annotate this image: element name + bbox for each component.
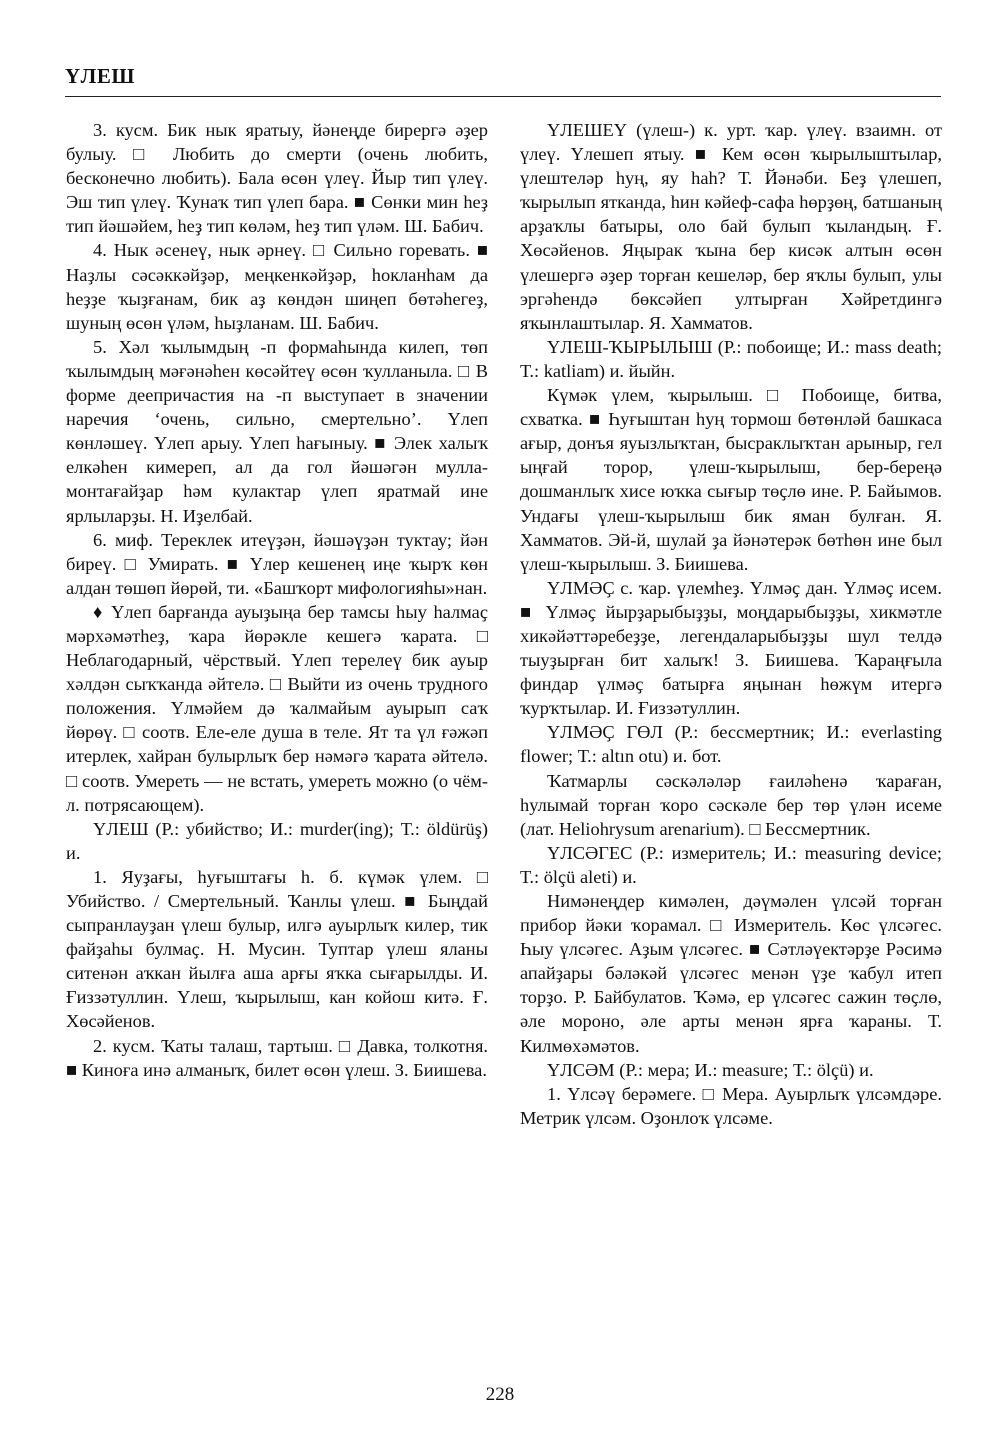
entry-headword-line: ҮЛМӘҪ ГӨЛ (Р.: бессмертник; И.: everlasting flower; Т.: altın otu) и. бот. — [520, 722, 942, 767]
entry-headword-line: ҮЛСӘМ (Р.: мера; И.: measure; Т.: ölçü) и. — [547, 1059, 874, 1080]
left-column — [66, 118, 488, 1082]
running-header — [65, 64, 941, 97]
entry-paragraph: ҮЛМӘҪ с. ҡар. үлемһеҙ. Үлмәҫ дан. Үлмәҫ исем. ■ Үлмәҫ йырҙарыбыҙҙы, моңдарыбыҙҙы, хикмәтле хикәйәттәребеҙҙе, легендаларыбыҙҙы шул телдә тыуҙырған бит халыҡ! З. Биишева. Ҡараңғыла финдар үлмәҫ батырға яңынан һөжүм итергә ҡурҡтылар. И. Ғиззәтуллин. — [520, 577, 942, 719]
entry-headword-line: ҮЛСӘГЕС (Р.: измеритель; И.: measuring device; Т.: ölçü aleti) и. — [520, 842, 942, 887]
entry-paragraph: Ҡатмарлы сәскәләләр ғаиләһенә ҡараған, һулымай торған ҡоро сәскәле бер төр үлән исеме (лат. Heliohrysum arenarium). □ Бессмертник. — [520, 770, 942, 839]
entry-paragraph: 6. миф. Тереклек итеүҙән, йәшәүҙән туктау; йән биреү. □ Умирать. ■ Үлер кешенең иңе ҡырҡ көн алдан төшөп йөрөй, ти. «Башҡорт мифологияһы»нан. — [66, 529, 488, 598]
entry-paragraph: 1. Үлсәү берәмеге. □ Мера. Ауырлыҡ үлсәмдәре. Метрик үлсәм. Оҙонлоҡ үлсәме. — [520, 1083, 942, 1128]
entry-paragraph: ҮЛЕШЕҮ (үлеш-) к. урт. ҡар. үлеү. взаимн. от үлеү. Үлешеп ятыу. ■ Кем өсөн ҡырылыштылар, үлештеләр һуң, яу һаһ? Т. Йәнәби. Беҙ үлешеп, ҡырылып ятканда, һин кәйеф-сафа һөрҙөң, батшаның арҙаҡлы батыры, оло бай булып ҡыландың. Ғ. Хөсәйенов. Яңырак ҡына бер кисәк алтын өсөн үлешергә әҙер торған кешеләр, бер яҡлы булып, улы эргәһендә бөксәйеп ултырған Хәйретдингә яҡынлаштылар. Я. Хамматов. — [520, 120, 942, 333]
entry-paragraph: Күмәк үлем, ҡырылыш. □ Побоище, битва, схватка. ■ Һуғыштан һуң тормош бөтөнләй башкаса ағыр, донъя яуызлыҡтан, бысраклыҡтан арыныр, гел ыңғай торор, үлеш-ҡырылыш, бер-береңә дошманлыҡ хисе юҡка сығыр төҫлө ине. Р. Байымов. Ундағы үлеш-ҡырылыш бик яман булған. Я. Хамматов. Эй-й, шулай ҙа йәнәтерәк бөтһөн ине был үлеш-ҡырылыш. З. Биишева. — [520, 385, 942, 574]
entry-paragraph: 5. Хәл ҡылымдың -п формаһында килеп, төп ҡылымдың мәғәнәһен көсәйтеү өсөн ҡулланыла. □ В форме деепричастия на -п выступает в значении наречия ‘очень, сильно, смертельно’. Үлеп көнләшеү. Үлеп арыу. Үлеп һағыныу. ■ Элек халыҡ елкәһен кимереп, ал да гол йәшәгән мулла-монтағайҙар һәм кулактар үлеп яратмай ине ярлыларҙы. Н. Иҙелбай. — [66, 336, 488, 526]
entry-paragraph: 2. кусм. Ҡаты талаш, тартыш. □ Давка, толкотня. ■ Киноға инә алманыҡ, билет өсөн үлеш. З. Биишева. — [66, 1035, 488, 1080]
entry-paragraph: 1. Яуҙағы, һуғыштағы һ. б. күмәк үлем. □ Убийство. / Смертельный. Ҡанлы үлеш. ■ Быңдай сыпранлауҙан үлеш булыр, илгә ауырлыҡ килер, тик файҙаһы булмаҫ. Н. Мусин. Туптар үлеш яланы ситенән аҡкан йылға аша арғы яҡка сығарылды. И. Ғиззәтуллин. Үлеш, ҡырылыш, кан койош китә. Ғ. Хөсәйенов. — [66, 866, 488, 1032]
entry-paragraph: Нимәнеңдер кимәлен, дәүмәлен үлсәй торған прибор йәки ҡорамал. □ Измеритель. Көс үлсәгес. Һыу үлсәгес. Аҙым үлсәгес. ■ Сәтләүектәрҙе Рәсимә апайҙары бәләкәй үлсәгес менән үҙе ҡабул итеп торҙо. Р. Байбулатов. Ҡәмә, ер үлсәгес сажин төҫлө, әле мороно, әле арты менән ярға ҡараны. Т. Килмөхәмәтов. — [520, 891, 942, 1056]
right-column — [520, 118, 942, 1130]
entry-headword-line: ҮЛЕШ-ҠЫРЫЛЫШ (Р.: побоище; И.: mass death; Т.: katliam) и. йыйн. — [520, 336, 942, 381]
running-headword: ҮЛЕШ — [65, 64, 135, 88]
entry-headword-line: ҮЛЕШ (Р.: убийство; И.: murder(ing); Т.: öldürüş) и. — [66, 818, 488, 863]
idiom-paragraph: ♦ Үлеп барғанда ауыҙыңа бер тамсы һыу һалмаҫ мәрхәмәтһеҙ, ҡара йөрәкле кешегә ҡарата. □ Неблагодарный, чёрствый. Үлеп терелеү бик ауыр хәлдән сыҡҡанда әйтелә. □ Выйти из очень трудного положения. Үлмәйем дә ҡалмайым ауырып саҡ йөрөү. □ соотв. Еле-еле душа в теле. Ят та үл ғәжәп итерлек, хайран булырлыҡ бер нәмәгә ҡарата әйтелә. □ соотв. Умереть — не встать, умереть можно (о чём-л. потрясающем). — [66, 601, 488, 815]
page-number: 228 — [485, 1384, 515, 1405]
entry-paragraph: 4. Нык әсенеү, нык әрнеү. □ Сильно горевать. ■ Наҙлы сәсәккәйҙәр, меңкенкәйҙәр, һокланһам да һеҙҙе ҡыҙғанам, бик аҙ көндән шиңеп бөтәһегеҙ, шуның өсөн үләм, һыҙланам. Ш. Бабич. — [66, 240, 488, 333]
entry-paragraph: 3. кусм. Бик нык яратыу, йәнеңде бирергә әҙер булыу. □ Любить до смерти (очень любить, бесконечно любить). Бала өсөн үлеү. Йыр тип үлеү. Эш тип үлеү. Ҡунаҡ тип үлеп бара. ■ Сөнки мин һеҙ тип йәшәйем, һеҙ тип көләм, һеҙ тип үләм. Ш. Бабич. — [66, 120, 488, 237]
